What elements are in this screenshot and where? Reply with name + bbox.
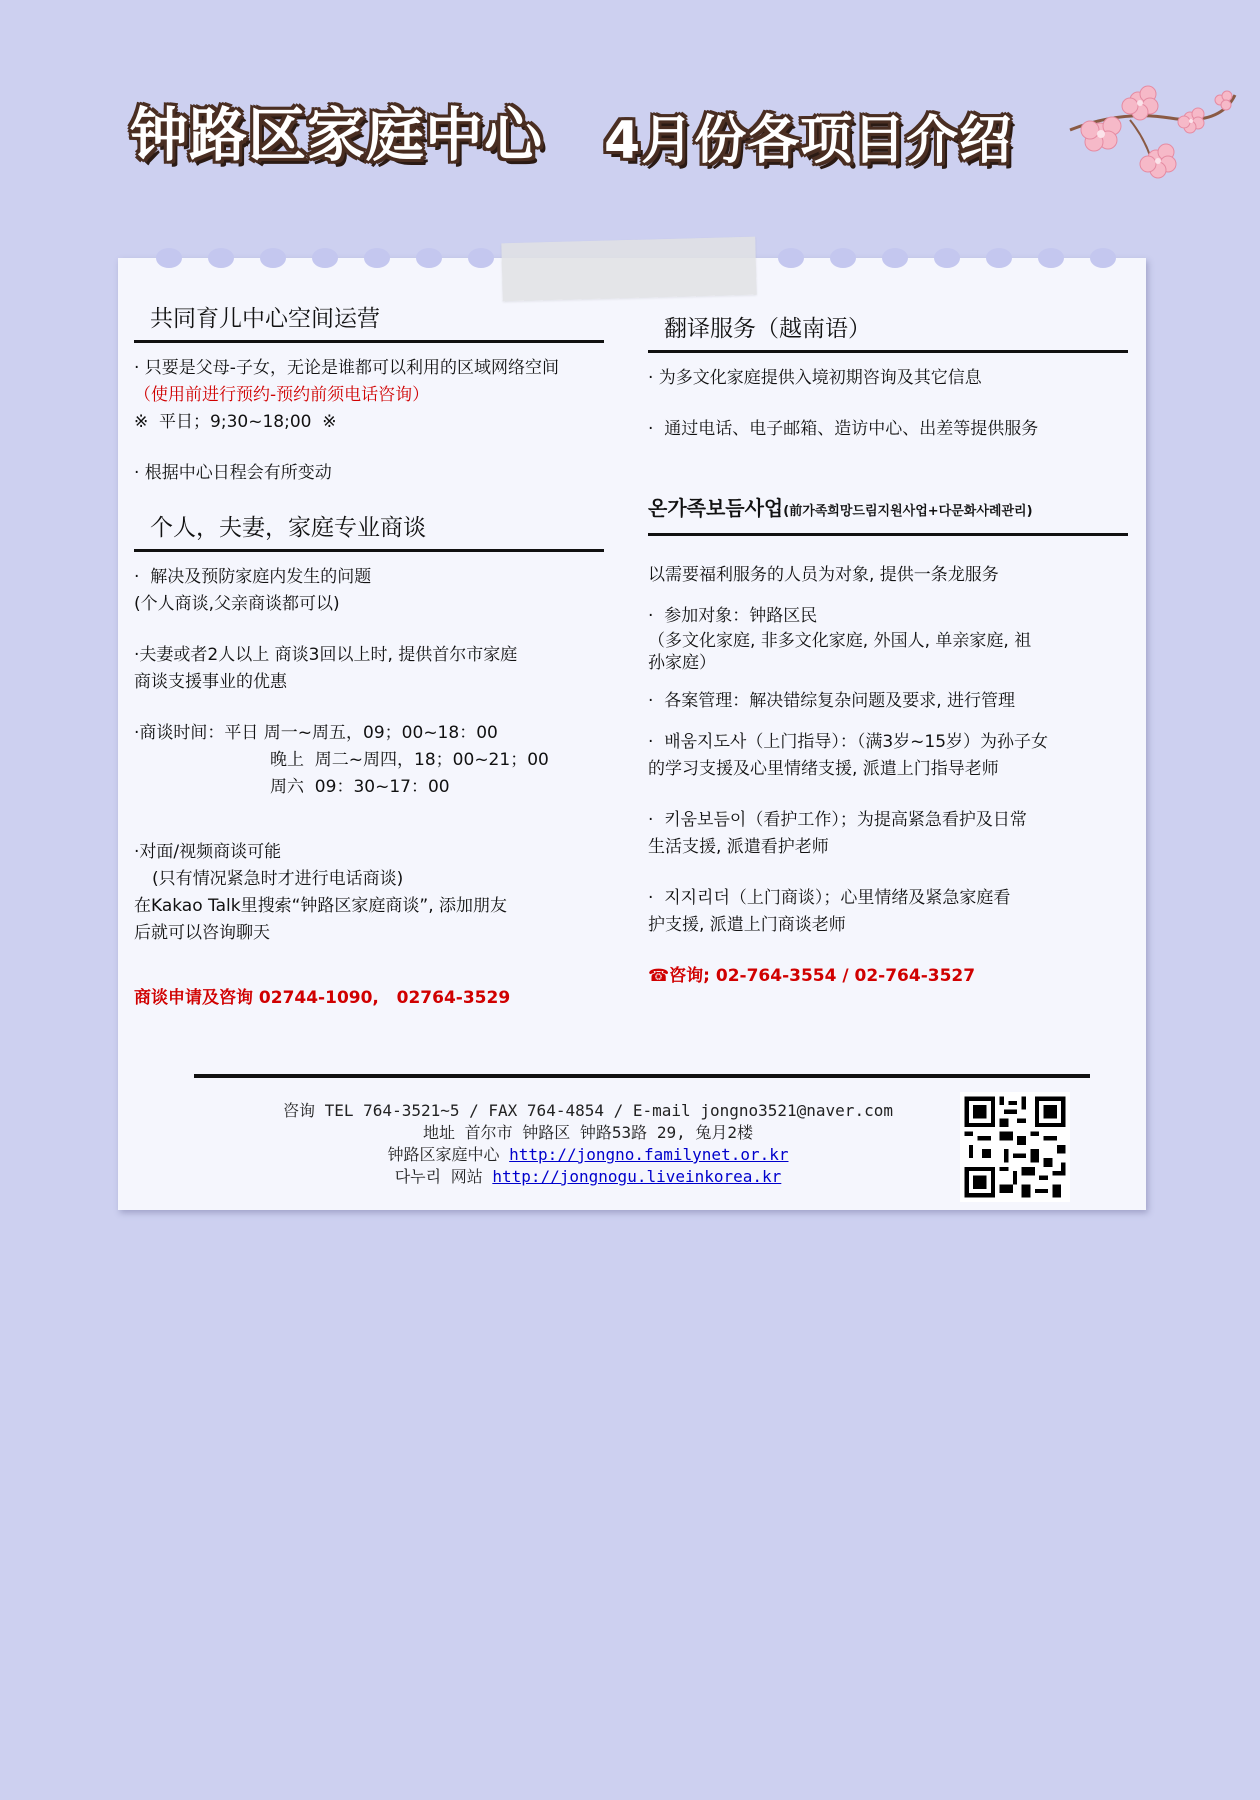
counseling-line: · 解决及预防家庭内发生的问题 bbox=[134, 567, 372, 587]
counseling-hours: ·商谈时间：平日 周一~周五，09；00~18：00 bbox=[134, 723, 498, 743]
family-care-line: · 배움지도사（上门指导）：（满3岁~15岁）为孙子女 bbox=[648, 732, 1049, 752]
counseling-line: (个人商谈,父亲商谈都可以) bbox=[134, 594, 340, 614]
footer-danuri-label: 다누리 网站 bbox=[394, 1167, 493, 1186]
family-care-line: 的学习支援及心里情绪支援, 派遣上门指导老师 bbox=[648, 759, 999, 779]
family-care-line: · 参加对象：钟路区民 bbox=[648, 606, 818, 626]
section-heading-translation: 翻译服务（越南语） bbox=[648, 312, 1128, 353]
footer-danuri-line bbox=[238, 1166, 938, 1188]
translation-line: · 通过电话、电子邮箱、造访中心、出差等提供服务 bbox=[648, 419, 1039, 439]
counseling-line: ·夫妻或者2人以上 商谈3回以上时, 提供首尔市家庭 bbox=[134, 645, 518, 665]
childcare-line: · 只要是父母-子女，无论是谁都可以利用的区域网络空间 bbox=[134, 358, 559, 378]
family-care-line: · 各案管理：解决错综复杂问题及要求, 进行管理 bbox=[648, 691, 1016, 711]
counseling-hours-saturday: 周六 09：30~17：00 bbox=[270, 777, 450, 797]
footer-contact bbox=[238, 1100, 938, 1188]
page-header bbox=[130, 88, 1030, 178]
family-care-line: 孙家庭） bbox=[648, 653, 716, 673]
family-care-contact: ☎咨询; 02-764-3554 / 02-764-3527 bbox=[648, 966, 976, 986]
left-column bbox=[134, 302, 604, 1012]
childcare-reservation-note: （使用前进行预约-预约前须电话咨询） bbox=[134, 385, 430, 405]
family-care-subtitle: (前가족희망드림지원사업+다문화사례관리) bbox=[783, 504, 1033, 519]
section-heading-childcare: 共同育儿中心空间运营 bbox=[134, 302, 604, 343]
footer-divider bbox=[194, 1074, 1090, 1078]
counseling-contact: 商谈申请及咨询 02744-1090, 02764-3529 bbox=[134, 988, 511, 1008]
counseling-line: 商谈支援事业的优惠 bbox=[134, 672, 287, 692]
qr-code-icon[interactable] bbox=[960, 1092, 1070, 1202]
notice-paper bbox=[118, 258, 1146, 1210]
section-heading-counseling: 个人，夫妻，家庭专业商谈 bbox=[134, 511, 604, 552]
cherry-blossom-icon bbox=[1060, 70, 1240, 190]
page-title-center-name: 钟路区家庭中心 bbox=[130, 101, 544, 169]
tape-decoration bbox=[501, 237, 756, 302]
translation-line: · 为多文化家庭提供入境初期咨询及其它信息 bbox=[648, 368, 982, 388]
counseling-line: (只有情况紧急时才进行电话商谈) bbox=[152, 869, 404, 889]
family-care-line: （多文化家庭, 非多文化家庭, 外国人, 单亲家庭, 祖 bbox=[648, 631, 1032, 651]
section-heading-family-care bbox=[648, 491, 1128, 536]
childcare-schedule-note: · 根据中心日程会有所变动 bbox=[134, 463, 332, 483]
family-care-line: · 지지리더（上门商谈）；心里情绪及紧急家庭看 bbox=[648, 888, 1011, 908]
footer-website-line bbox=[238, 1144, 938, 1166]
family-care-intro: 以需要福利服务的人员为对象, 提供一条龙服务 bbox=[648, 565, 999, 585]
family-care-line: 护支援, 派遣上门商谈老师 bbox=[648, 915, 846, 935]
footer-address: 地址 首尔市 钟路区 钟路53路 29, 兔月2楼 bbox=[423, 1123, 753, 1142]
counseling-hours-evening: 晚上 周二~周四，18；00~21；00 bbox=[270, 750, 549, 770]
page-title-april-programs: 4月份各项目介绍 bbox=[604, 111, 1013, 171]
counseling-line: ·对面/视频商谈可能 bbox=[134, 842, 282, 862]
family-care-title: 온가족보듬사업 bbox=[648, 496, 784, 520]
footer-website-label: 钟路区家庭中心 bbox=[387, 1145, 510, 1164]
danuri-link[interactable]: http://jongnogu.liveinkorea.kr bbox=[492, 1167, 782, 1186]
family-care-line: · 키움보듬이（看护工作）；为提高紧急看护及日常 bbox=[648, 810, 1027, 830]
family-center-link[interactable]: http://jongno.familynet.or.kr bbox=[509, 1145, 789, 1164]
counseling-line: 在Kakao Talk里搜索“钟路区家庭商谈”, 添加朋友 bbox=[134, 896, 508, 916]
childcare-hours: ※ 平日；9;30~18;00 ※ bbox=[134, 412, 337, 432]
right-column bbox=[648, 302, 1128, 990]
family-care-line: 生活支援, 派遣看护老师 bbox=[648, 837, 829, 857]
counseling-line: 后就可以咨询聊天 bbox=[134, 923, 270, 943]
footer-phone-email: 咨询 TEL 764-3521~5 / FAX 764-4854 / E-mail jongno3521@naver.com bbox=[283, 1101, 893, 1120]
